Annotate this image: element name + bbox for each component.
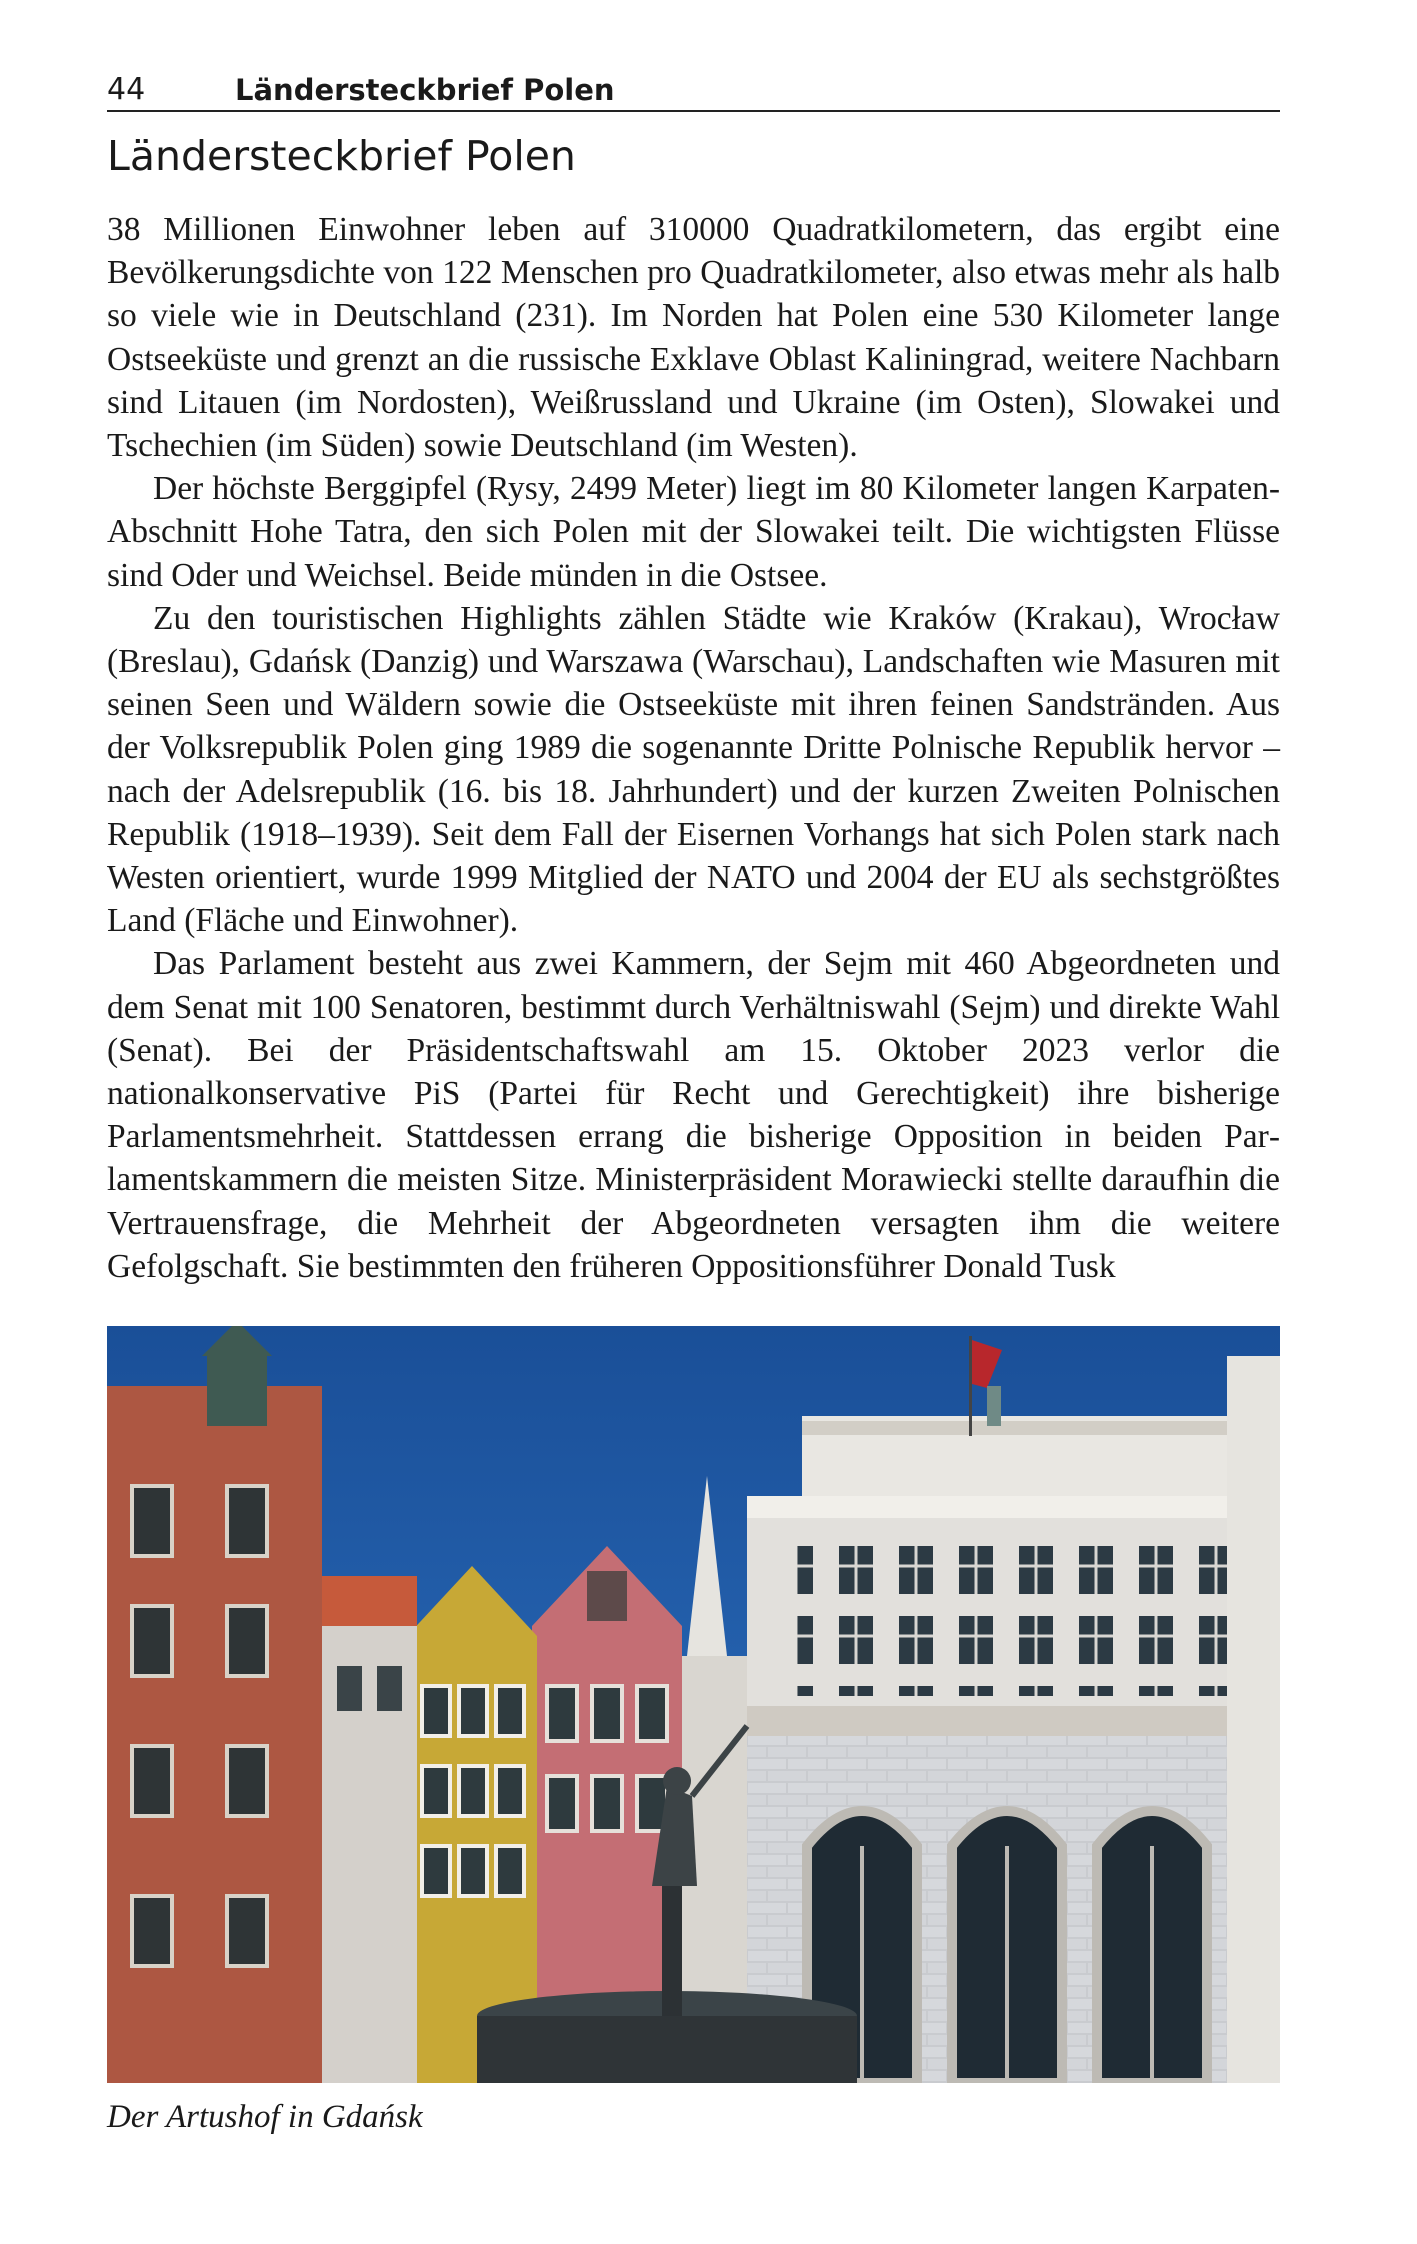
paragraph-4: Das Parlament besteht aus zwei Kammern, der Sejm mit 460 Abgeordneten und dem Senat mit 100 Senatoren, bestimmt durch Verhältniswahl (Sejm) und direkte Wahl (Senat). Bei der Präsidentschaftswahl am 15. Oktober 2023 verlor die nationalkonservative PiS (Partei für Recht und Gerechtigkeit) ihre bisherige Parlamentsmehrheit. Stattdessen errang die bisherige Opposition in beiden Parlamentskammern die meisten Sitze. Ministerpräsident Morawiecki stellte daraufhin die Vertrauensfrage, die Mehrheit der Abgeordneten versagten ihm die weitere Gefolgschaft. Sie bestimmten den früheren Oppositionsführer Donald Tusk — [107, 945, 1280, 1285]
chapter-title: Ländersteckbrief Polen — [107, 132, 576, 180]
body-text — [107, 208, 1280, 1288]
paragraph-2: Der höchste Berggipfel (Rysy, 2499 Meter) liegt im 80 Kilometer langen Karpaten-Abschnitt Hohe Tatra, den sich Polen mit der Slowakei teilt. Die wichtigsten Flüsse sind Oder und Weichsel. Beide münden in die Ostsee. — [107, 470, 1280, 594]
artushof-photo — [107, 1326, 1280, 2083]
background-houses — [322, 1576, 417, 2083]
artus-court-facade — [747, 1336, 1280, 2083]
page-number: 44 — [107, 72, 146, 107]
paragraph-3: Zu den touristischen Highlights zählen Städte wie Kraków (Krakau), Wrocław (Breslau), Gdańsk (Danzig) und Warszawa (Warschau), Landschaften wie Masuren mit seinen Seen und Wäldern sowie die Ostseeküste mit ihren feinen Sandstränden. Aus der Volksrepublik Polen ging 1989 die sogenannte Dritte Polnische Republik hervor – nach der Adelsrepublik (16. bis 18. Jahrhundert) und der kurzen Zweiten Polnischen Republik (1918–1939). Seit dem Fall der Eisernen Vorhangs hat sich Polen stark nach Westen orientiert, wurde 1999 Mitglied der NATO und 2004 der EU als sechstgrößtes Land (Fläche und Einwohner). — [107, 599, 1280, 940]
town-hall — [107, 1326, 322, 2083]
photo-caption: Der Artushof in Gdańsk — [107, 2099, 423, 2135]
paragraph-1: 38 Millionen Einwohner leben auf 310000 Quadratkilometern, das ergibt eine Bevölkerungsdichte von 122 Menschen pro Quadratkilometer, also etwas mehr als halb so viele wie in Deutschland (231). Im Norden hat Polen eine 530 Kilometer lange Ostseeküste und grenzt an die russische Exklave Oblast Kaliningrad, weitere Nachbarn sind Litauen (im Nordosten), Weißrussland und Ukraine (im Osten), Slowakei und Tschechien (im Süden) sowie Deutschland (im Westen). — [107, 211, 1280, 465]
header-rule — [107, 110, 1280, 112]
running-title: Ländersteckbrief Polen — [235, 73, 615, 107]
running-head — [107, 70, 1280, 110]
